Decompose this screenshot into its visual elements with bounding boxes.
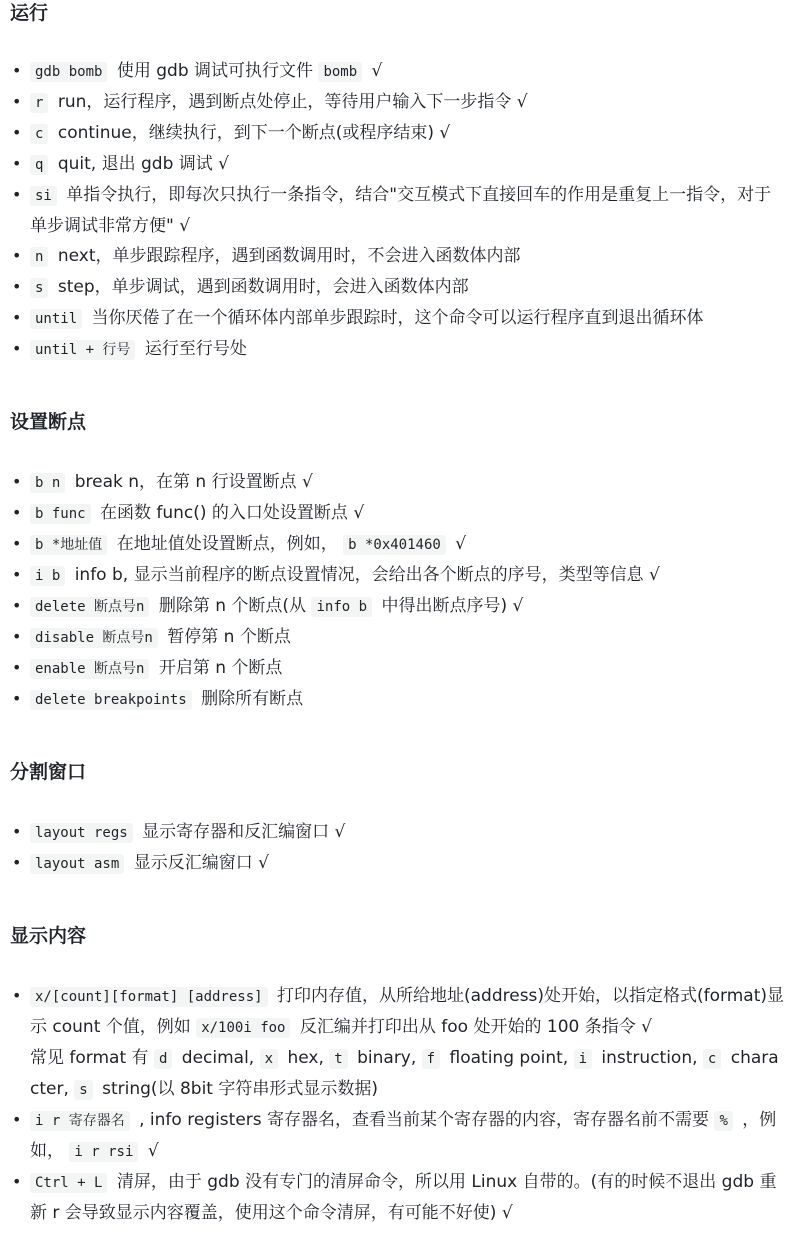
list-item <box>10 334 785 365</box>
list-item <box>10 653 785 684</box>
inline-code: until + 行号 <box>30 340 135 360</box>
inline-code: layout asm <box>30 854 124 874</box>
inline-code: s <box>30 278 48 298</box>
item-text: ，例如， <box>30 1110 777 1161</box>
inline-code: delete 断点号n <box>30 597 149 617</box>
item-text: hex, <box>282 1048 330 1068</box>
list-item <box>10 180 785 241</box>
item-text: 显示反汇编窗口 √ <box>128 853 269 873</box>
item-text: √ <box>449 534 467 554</box>
list-item <box>10 241 785 272</box>
item-text: 单指令执行，即每次只执行一条指令，结合"交互模式下直接回车的作用是重复上一指令，对于单步调试非常方便" √ <box>30 185 772 236</box>
item-text: 清屏，由于 gdb 没有专门的清屏命令，所以用 Linux 自带的。(有的时候不退出 gdb 重新 r 会导致显示内容覆盖，使用这个命令清屏，有可能不好使) √ <box>30 1172 777 1223</box>
item-text: step，单步调试，遇到函数调用时，会进入函数体内部 <box>52 277 469 297</box>
item-text: 反汇编并打印出从 foo 处开始的 100 条指令 √ <box>294 1017 652 1037</box>
inline-code: i r rsi <box>69 1142 138 1162</box>
list-item <box>10 1167 785 1228</box>
list-item <box>10 684 785 715</box>
section-heading: 设置断点 <box>10 411 87 433</box>
inline-code: delete breakpoints <box>30 690 192 710</box>
item-text: character, <box>30 1048 779 1099</box>
item-text: string(以 8bit 字符串形式显示数据) <box>96 1079 378 1099</box>
item-text: continue，继续执行，到下一个断点(或程序结束) √ <box>52 123 451 143</box>
inline-code: s <box>74 1080 92 1100</box>
item-text: √ <box>366 61 383 81</box>
inline-code: info b <box>311 597 372 617</box>
list-item <box>10 591 785 622</box>
inline-code: i b <box>30 566 65 586</box>
inline-code: layout regs <box>30 823 133 843</box>
list-item <box>10 1105 785 1167</box>
command-list <box>10 817 785 879</box>
inline-code: si <box>30 186 57 206</box>
item-text: quit, 退出 gdb 调试 √ <box>52 154 230 174</box>
item-text: decimal, <box>176 1048 260 1068</box>
item-text: 运行至行号处 <box>139 339 247 359</box>
inline-code: b *地址值 <box>30 535 107 555</box>
item-text: run，运行程序，遇到断点处停止，等待用户输入下一步指令 √ <box>52 92 528 112</box>
list-item <box>10 848 785 879</box>
inline-code: until <box>30 309 82 329</box>
section-heading: 显示内容 <box>10 925 87 947</box>
inline-code: x/100i foo <box>196 1018 290 1038</box>
list-item <box>10 981 785 1105</box>
inline-code: c <box>703 1049 721 1069</box>
inline-code: x <box>260 1049 278 1069</box>
command-list <box>10 56 785 365</box>
item-text: 暂停第 n 个断点 <box>161 627 291 647</box>
item-text: instruction, <box>596 1048 703 1068</box>
item-text: floating point, <box>444 1048 574 1068</box>
item-text: 中得出断点序号) √ <box>376 596 524 616</box>
inline-code: % <box>714 1111 732 1131</box>
list-item <box>10 149 785 180</box>
inline-code: x/[count][format] [address] <box>30 987 268 1007</box>
inline-code: f <box>422 1049 440 1069</box>
list-item <box>10 467 785 498</box>
command-list <box>10 467 785 715</box>
inline-code: r <box>30 93 48 113</box>
inline-code: b n <box>30 473 65 493</box>
inline-code: n <box>30 247 48 267</box>
inline-code: gdb bomb <box>30 62 107 82</box>
inline-code: i <box>574 1049 592 1069</box>
inline-code: disable 断点号n <box>30 628 158 648</box>
inline-code: Ctrl + L <box>30 1173 107 1193</box>
item-text: √ <box>142 1141 159 1161</box>
inline-code: enable 断点号n <box>30 659 149 679</box>
item-text: 在地址值处设置断点，例如， <box>111 534 344 554</box>
inline-code: i r 寄存器名 <box>30 1111 130 1131</box>
section-heading: 分割窗口 <box>10 761 87 783</box>
item-text: , info registers 寄存器名，查看当前某个寄存器的内容，寄存器名前不需要 <box>133 1110 715 1130</box>
list-item <box>10 560 785 591</box>
section-heading: 运行 <box>10 2 49 24</box>
item-text: 使用 gdb 调试可执行文件 <box>111 61 319 81</box>
item-text: 当你厌倦了在一个循环体内部单步跟踪时，这个命令可以运行程序直到退出循环体 <box>86 308 704 328</box>
list-item <box>10 56 785 87</box>
item-text: 打印内存值，从所给地址(address)处开始，以指定格式(format)显示 count 个值，例如 <box>30 986 785 1037</box>
item-text: 在函数 func() 的入口处设置断点 √ <box>94 503 365 523</box>
item-text: binary, <box>351 1048 422 1068</box>
list-item <box>10 529 785 560</box>
list-item <box>10 622 785 653</box>
inline-code: c <box>30 124 48 144</box>
inline-code: b *0x401460 <box>343 535 446 555</box>
command-list <box>10 981 785 1228</box>
item-text: next，单步跟踪程序，遇到函数调用时，不会进入函数体内部 <box>52 246 521 266</box>
list-item <box>10 303 785 334</box>
list-item <box>10 498 785 529</box>
inline-code: q <box>30 155 48 175</box>
inline-code: bomb <box>318 62 362 82</box>
inline-code: d <box>154 1049 172 1069</box>
item-text: 显示寄存器和反汇编窗口 √ <box>136 822 346 842</box>
item-text: 开启第 n 个断点 <box>153 658 283 678</box>
inline-code: b func <box>30 504 91 524</box>
item-text: 常见 format 有 <box>30 1048 154 1068</box>
list-item <box>10 272 785 303</box>
item-text: 删除第 n 个断点(从 <box>153 596 312 616</box>
list-item <box>10 118 785 149</box>
list-item <box>10 87 785 118</box>
list-item <box>10 817 785 848</box>
item-text: 删除所有断点 <box>195 689 304 709</box>
item-text: break n，在第 n 行设置断点 √ <box>69 472 313 492</box>
inline-code: t <box>329 1049 347 1069</box>
item-text: info b, 显示当前程序的断点设置情况，会给出各个断点的序号，类型等信息 √ <box>69 565 660 585</box>
